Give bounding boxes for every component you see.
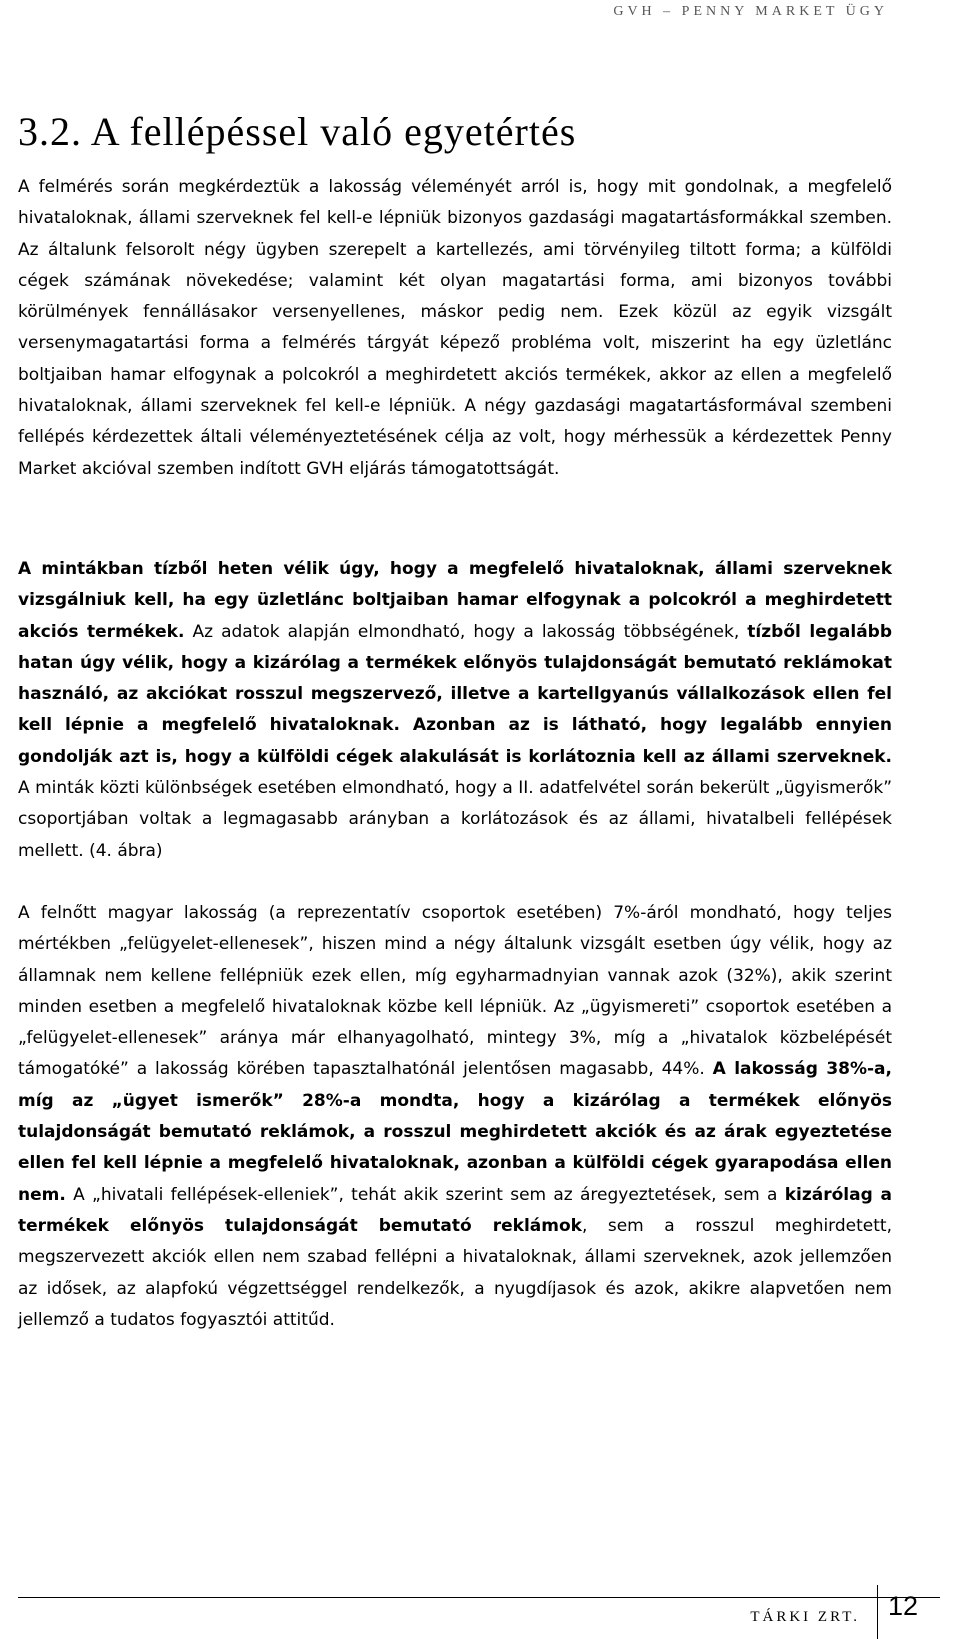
paragraph-intro: A felmérés során megkérdeztük a lakosság véleményét arról is, hogy mit gondolnak, a megfelelő hivataloknak, állami szerveknek fel kell-e lépniük bizonyos gazdasági magatartásformákkal szemben. Az általunk felsorolt négy ügyben szerepelt a kartellezés, ami törvényileg tiltott forma; a külföldi cégek számának növekedése; valamint két olyan magatartási forma, ami bizonyos további körülmények fennállásakor versenyellenes, máskor pedig nem. Ezek közül az egyik vizsgált versenymagatartási forma a felmérés tárgyát képező probléma volt, miszerint ha egy üzletlánc boltjaiban hamar elfogynak a polcokról a meghirdetett akciós termékek, akkor az ellen a megfelelő hivataloknak, állami szerveknek fel kell-e lépniük. A négy gazdasági magatartásformával szembeni fellépés kérdezettek általi véleményeztetésének célja az volt, hogy mérhessük a kérdezettek Penny Market akcióval szemben indított GVH eljárás támogatottságát. bbox=[18, 177, 892, 479]
text-run: , sem a rosszul meghirdetett, megszervezett akciók ellen nem szabad fellépni a hivataloknak, állami szerveknek, azok jellemzően az idősek, az alapfokú végzettséggel rendelkezők, a nyugdíjasok és azok, akikre alapvetően nem jellemző a tudatos fogyasztói attitűd. bbox=[18, 1215, 892, 1330]
bold-statement: A lakosság 38%-a, míg az „ügyet ismerők” 28%-a mondta, hogy a kizárólag a termékek előnyös tulajdonságát bemutató reklámok, a rosszul meghirdetett akciók és az árak egyeztetése ellen fel kell lépnie a megfelelő hivataloknak, azonban a külföldi cégek gyarapodása ellen nem. bbox=[18, 1059, 892, 1205]
text-run: A „hivatali fellépések-elleniek”, tehát akik szerint sem az áregyeztetések, sem a bbox=[65, 1184, 785, 1205]
section-title: 3.2. A fellépéssel való egyetértés bbox=[18, 109, 577, 154]
text-run: A minták közti különbségek esetében elmondható, hogy a II. adatfelvétel során bekerült „ügyismerők” csoportjában voltak a legmagasabb arányban a korlátozások és az állami, hivatalbeli fellépések mellett. (4. ábra) bbox=[18, 778, 892, 861]
paragraph-segments bbox=[18, 898, 892, 1336]
footer-rule bbox=[18, 1597, 940, 1598]
text-run: A felnőtt magyar lakosság (a reprezentatív csoportok esetében) 7%-áról mondható, hogy teljes mértékben „felügyelet-ellenesek”, hiszen mind a négy általunk vizsgált esetben úgy vélik, hogy az államnak nem kellene fellépniük ezek ellen, míg egyharmadnyian vannak azok (32%), akik szerint minden esetben a megfelelő hivataloknak közbe kell lépniük. Az „ügyismereti” csoportok esetében a „felügyelet-ellenesek” aránya már elhanyagolható, mintegy 3%, míg a „hivatalok közbelépését támogatóké” a lakosság körében tapasztalhatónál jelentősen magasabb, 44%. bbox=[18, 903, 892, 1080]
running-head: GVH – PENNY MARKET ÜGY bbox=[613, 4, 888, 19]
bold-statement: A mintákban tízből heten vélik úgy, hogy a megfelelő hivataloknak, állami szerveknek vizsgálniuk kell, ha egy üzletlánc boltjaiban hamar elfogynak a polcokról a meghirdetett akciós termékek. bbox=[18, 559, 892, 642]
bold-statement: tízből legalább hatan úgy vélik, hogy a kizárólag a termékek előnyös tulajdonságát bemutató reklámokat használó, az akciókat rosszul megszervező, illetve a kartellgyanús vállalkozások ellen fel kell lépnie a megfelelő hivataloknak. Azonban az is látható, hogy legalább ennyien gondolják azt is, hogy a külföldi cégek alakulását is korlátoznia kell az állami szerveknek. bbox=[18, 621, 892, 767]
footer-company: TÁRKI ZRT. bbox=[750, 1609, 860, 1625]
footer-divider bbox=[877, 1585, 878, 1639]
bold-statement: kizárólag a termékek előnyös tulajdonságát bemutató reklámok bbox=[18, 1184, 893, 1236]
text-run: Az adatok alapján elmondható, hogy a lakosság többségének, bbox=[184, 621, 748, 642]
page-number: 12 bbox=[888, 1591, 919, 1621]
paragraph-findings bbox=[18, 554, 892, 867]
